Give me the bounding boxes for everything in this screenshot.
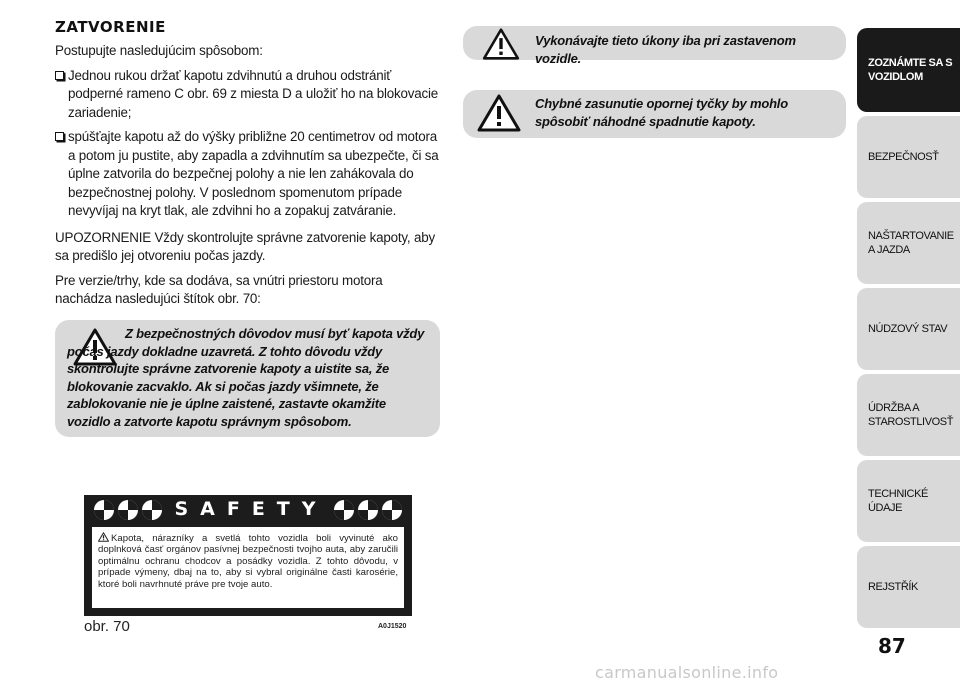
section-heading: ZATVORENIE — [55, 18, 166, 36]
tab-label: ÚDRŽBA A STAROSTLIVOSŤ — [868, 402, 954, 428]
warning-triangle-icon — [98, 532, 109, 542]
tab-label: REJSTŘÍK — [868, 581, 918, 593]
tab-udrzba-a-starostlivost[interactable] — [857, 374, 960, 456]
step-text: Jednou rukou držať kapotu zdvihnutú a druhou odstrániť podperné rameno C obr. 69 z miesta D a uložiť ho na blokovacie zariadenie; — [68, 67, 439, 120]
tab-label: BEZPEČNOSŤ — [868, 151, 939, 163]
main-text-column — [55, 18, 440, 309]
warning-triangle-icon — [481, 28, 521, 60]
label-intro-text: Pre verzie/trhy, kde sa dodáva, sa vnútri priestoru motora nachádza nasledujúci štítok obr. 70: — [55, 272, 383, 306]
warning-text: Z bezpečnostných dôvodov musí byť kapota vždy počas jazdy dokladne uzavretá. Z tohto dôvodu vždy skontrolujte správne zatvorenie kapoty a uistite sa, že blokovanie zacvaklo. Ak si počas jazdy všimnete, že zablokovanie nie je úplne zaistené, zastavte okamžite vozidlo a zatvorte kapotu správnym spôsobom. — [67, 326, 425, 429]
warning-box-stationary — [463, 26, 846, 66]
figure-label: obr. 70 — [84, 618, 130, 635]
checkbox-bullet-icon — [55, 132, 64, 141]
tab-technicke-udaje[interactable] — [857, 460, 960, 542]
warning-triangle-icon — [477, 94, 521, 132]
safety-label-figure — [84, 495, 412, 616]
note-text: UPOZORNENIE Vždy skontrolujte správne zatvorenie kapoty, aby sa predišlo jej otvoreniu počas jazdy. — [55, 229, 435, 263]
tab-rejstrik[interactable] — [857, 546, 960, 628]
tab-nudzovy-stav[interactable] — [857, 288, 960, 370]
safety-title: SAFETY — [174, 498, 328, 520]
intro-text: Postupujte nasledujúcim spôsobom: — [55, 43, 263, 58]
tab-label: NAŠTARTOVANIE A JAZDA — [868, 230, 954, 256]
watermark: carmanualsonline.info — [595, 663, 779, 682]
page-number: 87 — [878, 634, 906, 658]
warning-box-hood-closed — [55, 320, 440, 437]
step-item — [55, 67, 440, 123]
tab-label: TECHNICKÉ ÚDAJE — [868, 488, 928, 514]
tab-bezpecnost[interactable] — [857, 116, 960, 198]
safety-panel — [92, 527, 404, 608]
tab-zoznamte-sa-s-vozidlom[interactable] — [857, 28, 960, 112]
tab-nastartovanie-a-jazda[interactable] — [857, 202, 960, 284]
checkbox-bullet-icon — [55, 71, 64, 80]
tab-label: NÚDZOVÝ STAV — [868, 323, 948, 335]
step-item — [55, 128, 440, 221]
warning-box-prop-rod — [463, 90, 846, 138]
tab-label: ZOZNÁMTE SA S VOZIDLOM — [868, 57, 953, 83]
warning-text: Chybné zasunutie opornej tyčky by mohlo spôsobiť náhodné spadnutie kapoty. — [535, 96, 788, 129]
figure-code: A0J1520 — [378, 623, 407, 630]
warning-text: Vykonávajte tieto úkony iba pri zastavenom vozidle. — [535, 33, 796, 66]
step-text: spúšťajte kapotu až do výšky približne 20 centimetrov od motora a potom ju pustite, aby zapadla a zdvihnutím sa ubezpečte, či sa úplne zatvorila do bezpečnej polohy a nie len zahákovala do bezpečnostnej polohy. V poslednom spomenutom prípade nevyvíjaj na kryt tlak, ale zdvihni ho a zopakuj zatváranie. — [68, 129, 439, 218]
safety-text: Kapota, nárazníky a svetlá tohto vozidla boli vyvinuté ako doplnková časť orgánov pasívnej bezpečnosti tvojho auta, aby zaručili optimálnu ochranu chodcov a posádky vozidla. Z tohto dôvodu, v prípade výmeny, dbaj na to, aby si vybral originálne časti karosérie, ktoré boli navrhnuté práve pre tvoje auto. — [98, 533, 398, 590]
